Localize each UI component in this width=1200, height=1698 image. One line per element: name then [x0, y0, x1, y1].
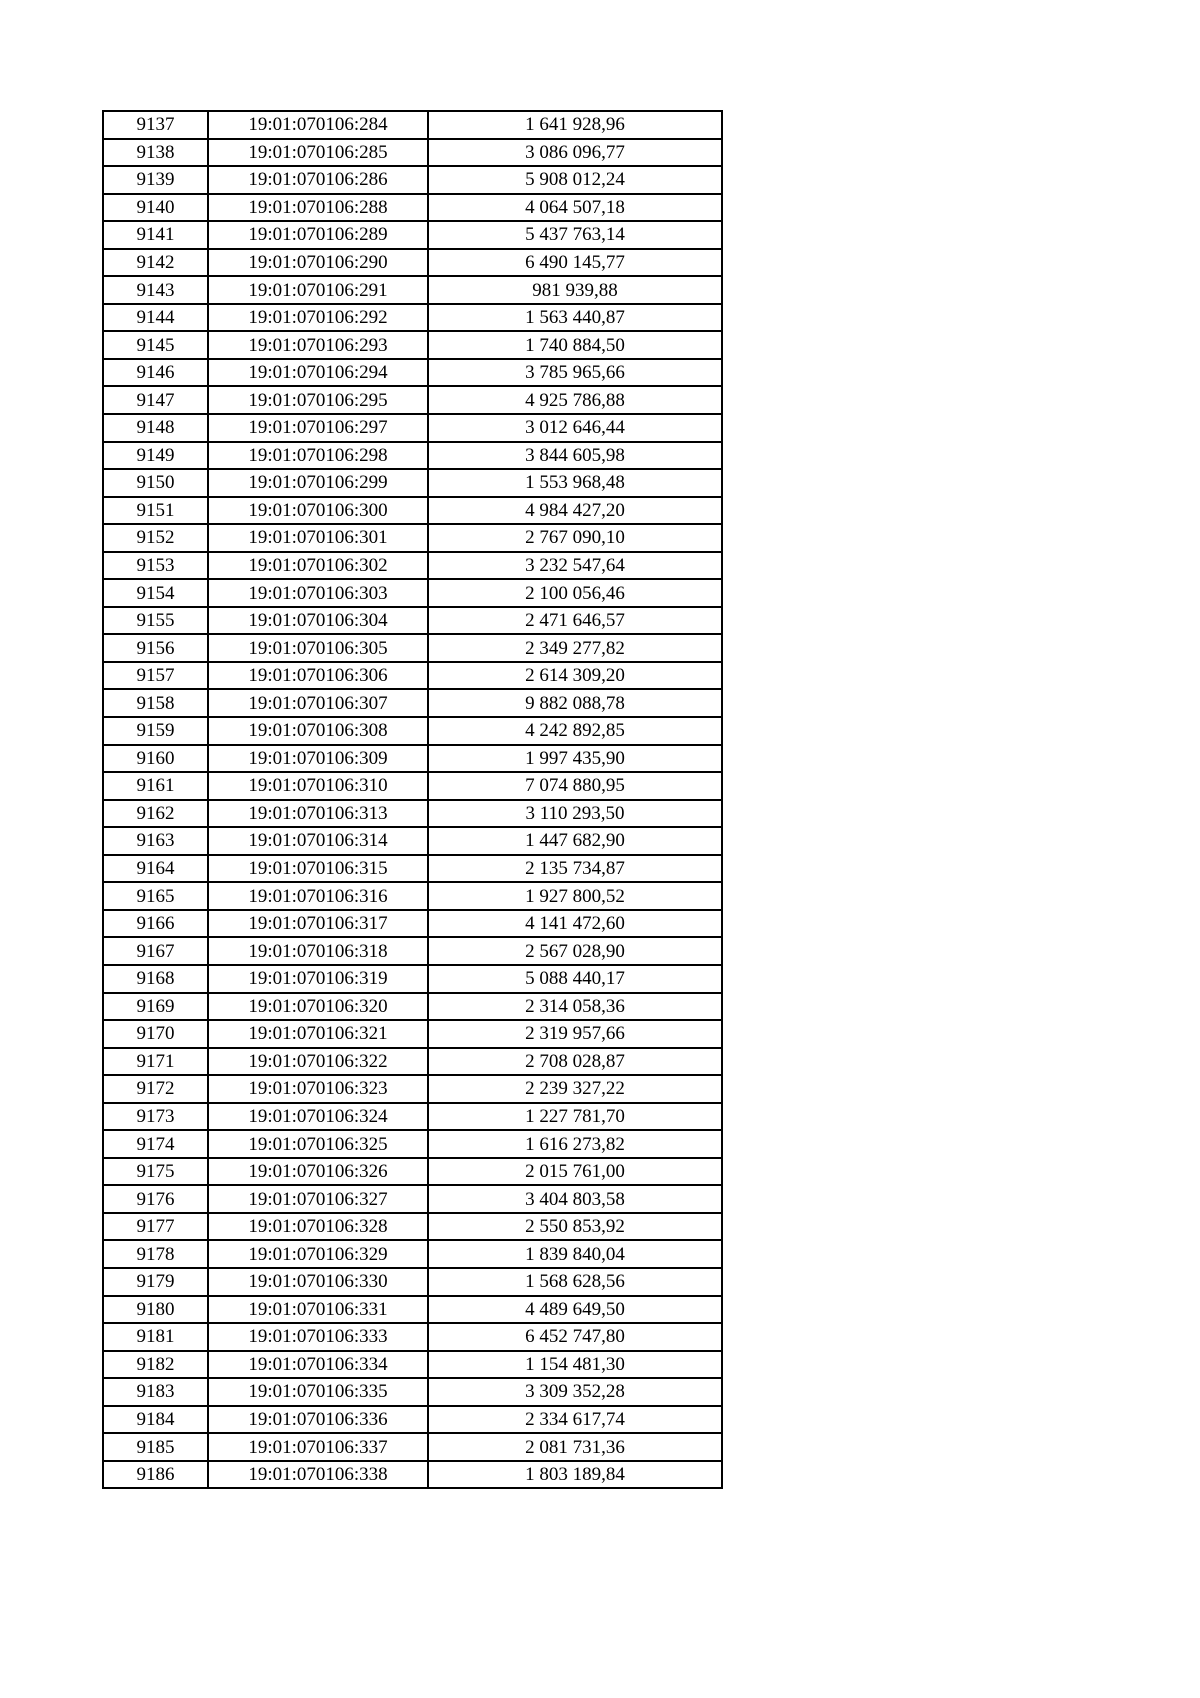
row-number-cell: 9143	[103, 276, 208, 304]
cadastral-value-cell: 9 882 088,78	[428, 689, 722, 717]
table-row	[103, 1323, 722, 1351]
table-row	[103, 1268, 722, 1296]
row-number-cell: 9186	[103, 1461, 208, 1489]
table-row	[103, 221, 722, 249]
table-row	[103, 1103, 722, 1131]
row-number-cell: 9148	[103, 414, 208, 442]
row-number-cell: 9139	[103, 166, 208, 194]
table-row	[103, 359, 722, 387]
table-row	[103, 717, 722, 745]
cadastral-number-cell: 19:01:070106:336	[208, 1406, 428, 1434]
cadastral-value-cell: 4 141 472,60	[428, 910, 722, 938]
cadastral-value-cell: 2 081 731,36	[428, 1433, 722, 1461]
cadastral-value-cell: 3 012 646,44	[428, 414, 722, 442]
cadastral-number-cell: 19:01:070106:302	[208, 552, 428, 580]
row-number-cell: 9149	[103, 442, 208, 470]
cadastral-value-cell: 981 939,88	[428, 276, 722, 304]
row-number-cell: 9185	[103, 1433, 208, 1461]
row-number-cell: 9140	[103, 194, 208, 222]
cadastral-value-cell: 4 064 507,18	[428, 194, 722, 222]
cadastral-number-cell: 19:01:070106:299	[208, 469, 428, 497]
cadastral-value-cell: 1 927 800,52	[428, 882, 722, 910]
cadastral-value-cell: 1 997 435,90	[428, 745, 722, 773]
row-number-cell: 9154	[103, 579, 208, 607]
table-row	[103, 1130, 722, 1158]
row-number-cell: 9137	[103, 111, 208, 139]
cadastral-value-cell: 2 471 646,57	[428, 607, 722, 635]
table-row	[103, 937, 722, 965]
cadastral-value-cell: 4 242 892,85	[428, 717, 722, 745]
cadastral-value-cell: 2 319 957,66	[428, 1020, 722, 1048]
row-number-cell: 9141	[103, 221, 208, 249]
row-number-cell: 9170	[103, 1020, 208, 1048]
row-number-cell: 9181	[103, 1323, 208, 1351]
cadastral-number-cell: 19:01:070106:314	[208, 827, 428, 855]
cadastral-number-cell: 19:01:070106:310	[208, 772, 428, 800]
table-row	[103, 497, 722, 525]
table-row	[103, 1158, 722, 1186]
row-number-cell: 9167	[103, 937, 208, 965]
row-number-cell: 9176	[103, 1185, 208, 1213]
cadastral-value-cell: 5 088 440,17	[428, 965, 722, 993]
row-number-cell: 9161	[103, 772, 208, 800]
cadastral-value-cell: 1 553 968,48	[428, 469, 722, 497]
row-number-cell: 9144	[103, 304, 208, 332]
table-row	[103, 304, 722, 332]
cadastral-number-cell: 19:01:070106:328	[208, 1213, 428, 1241]
table-row	[103, 1075, 722, 1103]
cadastral-value-cell: 1 568 628,56	[428, 1268, 722, 1296]
table-row	[103, 1433, 722, 1461]
table-row	[103, 166, 722, 194]
table-row	[103, 524, 722, 552]
table-row	[103, 1240, 722, 1268]
cadastral-number-cell: 19:01:070106:318	[208, 937, 428, 965]
table-row	[103, 1351, 722, 1379]
row-number-cell: 9162	[103, 800, 208, 828]
cadastral-number-cell: 19:01:070106:331	[208, 1296, 428, 1324]
row-number-cell: 9163	[103, 827, 208, 855]
cadastral-number-cell: 19:01:070106:298	[208, 442, 428, 470]
table-row	[103, 442, 722, 470]
cadastral-value-cell: 4 489 649,50	[428, 1296, 722, 1324]
row-number-cell: 9160	[103, 745, 208, 773]
cadastral-value-cell: 3 404 803,58	[428, 1185, 722, 1213]
table-row	[103, 1378, 722, 1406]
table-row	[103, 910, 722, 938]
cadastral-value-cell: 6 452 747,80	[428, 1323, 722, 1351]
table-row	[103, 194, 722, 222]
cadastral-number-cell: 19:01:070106:313	[208, 800, 428, 828]
cadastral-number-cell: 19:01:070106:293	[208, 331, 428, 359]
cadastral-number-cell: 19:01:070106:284	[208, 111, 428, 139]
cadastral-value-cell: 2 708 028,87	[428, 1048, 722, 1076]
cadastral-value-cell: 5 437 763,14	[428, 221, 722, 249]
cadastral-value-cell: 4 984 427,20	[428, 497, 722, 525]
cadastral-value-cell: 1 641 928,96	[428, 111, 722, 139]
cadastral-number-cell: 19:01:070106:305	[208, 634, 428, 662]
row-number-cell: 9150	[103, 469, 208, 497]
cadastral-number-cell: 19:01:070106:301	[208, 524, 428, 552]
table-row	[103, 1296, 722, 1324]
cadastral-value-cell: 2 767 090,10	[428, 524, 722, 552]
table-row	[103, 1020, 722, 1048]
cadastral-value-cell: 2 239 327,22	[428, 1075, 722, 1103]
table-row	[103, 689, 722, 717]
cadastral-value-cell: 1 839 840,04	[428, 1240, 722, 1268]
cadastral-number-cell: 19:01:070106:320	[208, 993, 428, 1021]
row-number-cell: 9180	[103, 1296, 208, 1324]
cadastral-number-cell: 19:01:070106:324	[208, 1103, 428, 1131]
table-row	[103, 662, 722, 690]
cadastral-number-cell: 19:01:070106:319	[208, 965, 428, 993]
cadastral-number-cell: 19:01:070106:309	[208, 745, 428, 773]
cadastral-value-cell: 1 563 440,87	[428, 304, 722, 332]
cadastral-number-cell: 19:01:070106:330	[208, 1268, 428, 1296]
cadastral-number-cell: 19:01:070106:333	[208, 1323, 428, 1351]
cadastral-value-cell: 4 925 786,88	[428, 386, 722, 414]
cadastral-value-cell: 2 567 028,90	[428, 937, 722, 965]
row-number-cell: 9145	[103, 331, 208, 359]
cadastral-value-cell: 2 314 058,36	[428, 993, 722, 1021]
row-number-cell: 9182	[103, 1351, 208, 1379]
row-number-cell: 9175	[103, 1158, 208, 1186]
cadastral-value-cell: 3 844 605,98	[428, 442, 722, 470]
cadastral-number-cell: 19:01:070106:285	[208, 139, 428, 167]
row-number-cell: 9152	[103, 524, 208, 552]
table-row	[103, 745, 722, 773]
table-row	[103, 1185, 722, 1213]
row-number-cell: 9179	[103, 1268, 208, 1296]
cadastral-number-cell: 19:01:070106:292	[208, 304, 428, 332]
table-row	[103, 386, 722, 414]
cadastral-value-cell: 2 550 853,92	[428, 1213, 722, 1241]
cadastral-number-cell: 19:01:070106:338	[208, 1461, 428, 1489]
cadastral-value-cell: 1 447 682,90	[428, 827, 722, 855]
row-number-cell: 9169	[103, 993, 208, 1021]
row-number-cell: 9178	[103, 1240, 208, 1268]
row-number-cell: 9146	[103, 359, 208, 387]
row-number-cell: 9147	[103, 386, 208, 414]
cadastral-number-cell: 19:01:070106:307	[208, 689, 428, 717]
table-row	[103, 139, 722, 167]
table-row	[103, 552, 722, 580]
cadastral-number-cell: 19:01:070106:304	[208, 607, 428, 635]
cadastral-value-cell: 2 015 761,00	[428, 1158, 722, 1186]
row-number-cell: 9173	[103, 1103, 208, 1131]
table-row	[103, 414, 722, 442]
row-number-cell: 9171	[103, 1048, 208, 1076]
table-row	[103, 772, 722, 800]
row-number-cell: 9166	[103, 910, 208, 938]
cadastral-value-cell: 2 135 734,87	[428, 855, 722, 883]
row-number-cell: 9151	[103, 497, 208, 525]
table-row	[103, 882, 722, 910]
table-row	[103, 111, 722, 139]
row-number-cell: 9142	[103, 249, 208, 277]
cadastral-value-cell: 7 074 880,95	[428, 772, 722, 800]
cadastral-number-cell: 19:01:070106:337	[208, 1433, 428, 1461]
cadastral-value-cell: 3 309 352,28	[428, 1378, 722, 1406]
cadastral-number-cell: 19:01:070106:288	[208, 194, 428, 222]
table-row	[103, 993, 722, 1021]
row-number-cell: 9158	[103, 689, 208, 717]
table-row	[103, 331, 722, 359]
table-body	[103, 111, 722, 1488]
row-number-cell: 9184	[103, 1406, 208, 1434]
row-number-cell: 9138	[103, 139, 208, 167]
table-row	[103, 469, 722, 497]
cadastral-number-cell: 19:01:070106:295	[208, 386, 428, 414]
cadastral-value-table	[102, 110, 723, 1489]
row-number-cell: 9157	[103, 662, 208, 690]
cadastral-number-cell: 19:01:070106:321	[208, 1020, 428, 1048]
row-number-cell: 9165	[103, 882, 208, 910]
cadastral-number-cell: 19:01:070106:300	[208, 497, 428, 525]
cadastral-number-cell: 19:01:070106:294	[208, 359, 428, 387]
cadastral-value-cell: 2 614 309,20	[428, 662, 722, 690]
table-row	[103, 800, 722, 828]
cadastral-number-cell: 19:01:070106:316	[208, 882, 428, 910]
row-number-cell: 9172	[103, 1075, 208, 1103]
cadastral-value-cell: 1 803 189,84	[428, 1461, 722, 1489]
cadastral-value-cell: 1 227 781,70	[428, 1103, 722, 1131]
cadastral-number-cell: 19:01:070106:315	[208, 855, 428, 883]
cadastral-value-cell: 6 490 145,77	[428, 249, 722, 277]
cadastral-number-cell: 19:01:070106:334	[208, 1351, 428, 1379]
table-row	[103, 607, 722, 635]
table-row	[103, 827, 722, 855]
table-row	[103, 1213, 722, 1241]
cadastral-value-cell: 1 616 273,82	[428, 1130, 722, 1158]
cadastral-value-cell: 5 908 012,24	[428, 166, 722, 194]
cadastral-value-cell: 3 110 293,50	[428, 800, 722, 828]
table-row	[103, 249, 722, 277]
table-row	[103, 1461, 722, 1489]
cadastral-value-cell: 1 154 481,30	[428, 1351, 722, 1379]
cadastral-number-cell: 19:01:070106:329	[208, 1240, 428, 1268]
table-row	[103, 634, 722, 662]
cadastral-number-cell: 19:01:070106:289	[208, 221, 428, 249]
cadastral-number-cell: 19:01:070106:322	[208, 1048, 428, 1076]
cadastral-value-cell: 1 740 884,50	[428, 331, 722, 359]
table-row	[103, 965, 722, 993]
row-number-cell: 9156	[103, 634, 208, 662]
cadastral-number-cell: 19:01:070106:291	[208, 276, 428, 304]
table-row	[103, 1048, 722, 1076]
cadastral-number-cell: 19:01:070106:317	[208, 910, 428, 938]
row-number-cell: 9174	[103, 1130, 208, 1158]
row-number-cell: 9183	[103, 1378, 208, 1406]
cadastral-number-cell: 19:01:070106:323	[208, 1075, 428, 1103]
cadastral-value-cell: 3 232 547,64	[428, 552, 722, 580]
table-row	[103, 1406, 722, 1434]
cadastral-number-cell: 19:01:070106:303	[208, 579, 428, 607]
cadastral-number-cell: 19:01:070106:297	[208, 414, 428, 442]
table-row	[103, 579, 722, 607]
cadastral-value-cell: 3 086 096,77	[428, 139, 722, 167]
row-number-cell: 9155	[103, 607, 208, 635]
row-number-cell: 9177	[103, 1213, 208, 1241]
cadastral-number-cell: 19:01:070106:335	[208, 1378, 428, 1406]
table-row	[103, 855, 722, 883]
cadastral-number-cell: 19:01:070106:286	[208, 166, 428, 194]
cadastral-value-cell: 2 334 617,74	[428, 1406, 722, 1434]
row-number-cell: 9168	[103, 965, 208, 993]
cadastral-value-cell: 2 100 056,46	[428, 579, 722, 607]
row-number-cell: 9164	[103, 855, 208, 883]
cadastral-number-cell: 19:01:070106:327	[208, 1185, 428, 1213]
cadastral-number-cell: 19:01:070106:306	[208, 662, 428, 690]
table-row	[103, 276, 722, 304]
cadastral-number-cell: 19:01:070106:290	[208, 249, 428, 277]
cadastral-number-cell: 19:01:070106:326	[208, 1158, 428, 1186]
cadastral-number-cell: 19:01:070106:325	[208, 1130, 428, 1158]
cadastral-value-cell: 2 349 277,82	[428, 634, 722, 662]
row-number-cell: 9159	[103, 717, 208, 745]
row-number-cell: 9153	[103, 552, 208, 580]
cadastral-number-cell: 19:01:070106:308	[208, 717, 428, 745]
cadastral-value-cell: 3 785 965,66	[428, 359, 722, 387]
